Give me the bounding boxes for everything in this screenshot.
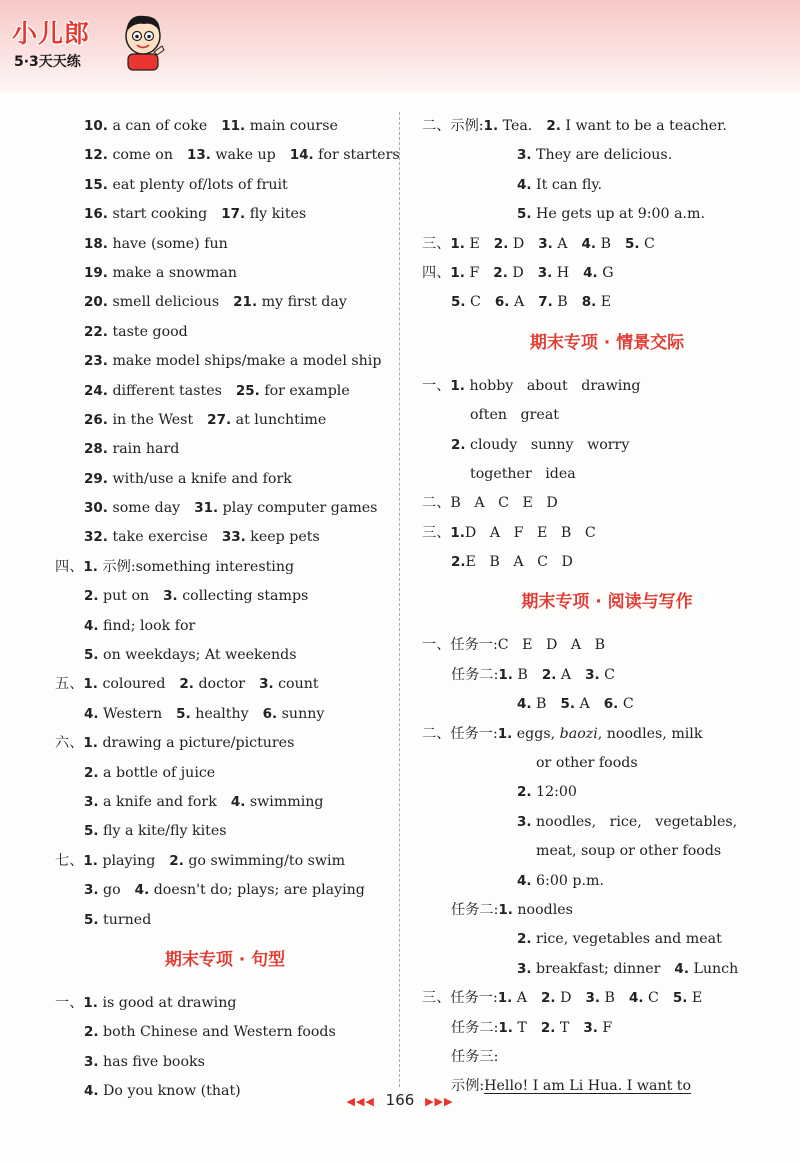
answer-line: together idea <box>470 465 576 482</box>
answer-line: 示例:Hello! I am Li Hua. I want to <box>451 1078 692 1095</box>
answer-line: 5. turned <box>84 911 152 928</box>
answer-line: or other foods <box>536 755 638 772</box>
answer-line: 二、示例:1. Tea. 2. I want to be a teacher. <box>422 118 727 134</box>
mascot-boy-icon <box>118 12 168 72</box>
logo-title: 小儿郎 <box>12 19 91 48</box>
answer-line: 四、1. F 2. D 3. H 4. G <box>422 264 614 281</box>
answer-line: 3. has five books <box>84 1053 205 1070</box>
writing-sample: Hello! I am Li Hua. I want to <box>484 1078 692 1095</box>
answer-line: 4. 6:00 p.m. <box>517 872 604 889</box>
answer-line: 5. fly a kite/fly kites <box>84 823 227 840</box>
answer-line: 3. noodles, rice, vegetables, <box>517 813 738 830</box>
answer-line: 2. put on 3. collecting stamps <box>84 588 309 605</box>
page-number: 166 <box>385 1091 415 1109</box>
answer-line: 22. taste good <box>84 323 188 340</box>
page-footer <box>0 1091 800 1109</box>
arrow-right-icon: ▶▶▶ <box>425 1095 454 1108</box>
answer-line: 5. on weekdays; At weekends <box>84 647 297 664</box>
answer-line: 20. smell delicious 21. my first day <box>84 294 347 311</box>
answer-line: 5. He gets up at 9:00 a.m. <box>517 206 705 223</box>
answer-line: 4. Do you know (that) <box>84 1083 241 1100</box>
section-title-situation: 期末专项 · 情景交际 <box>529 332 685 353</box>
column-divider <box>399 112 400 1087</box>
answer-line: 2. both Chinese and Western foods <box>84 1024 336 1041</box>
right-column <box>422 112 792 1102</box>
answer-line: meat, soup or other foods <box>536 843 722 860</box>
logo <box>12 14 90 71</box>
answer-line: 12. come on 13. wake up 14. for starters <box>84 147 400 164</box>
answer-line: 任务二:1. noodles <box>451 901 573 918</box>
answer-line: 15. eat plenty of/lots of fruit <box>84 176 288 193</box>
arrow-left-icon: ◀◀◀ <box>346 1095 375 1108</box>
answer-line: 2. cloudy sunny worry <box>451 436 630 453</box>
answer-line: 任务二:1. T 2. T 3. F <box>451 1019 613 1036</box>
answer-line: 3. They are delicious. <box>517 147 673 164</box>
answer-line: 30. some day 31. play computer games <box>84 500 378 517</box>
answer-line: 三、任务一:1. A 2. D 3. B 4. C 5. E <box>422 990 703 1007</box>
answer-line: 4. find; look for <box>84 617 196 634</box>
answer-line: 29. with/use a knife and fork <box>84 470 292 487</box>
answer-line: 32. take exercise 33. keep pets <box>84 529 320 546</box>
answer-line: 4. Western 5. healthy 6. sunny <box>84 705 325 722</box>
answer-line: 任务三: <box>451 1048 499 1065</box>
answer-line: 10. a can of coke 11. main course <box>84 118 338 134</box>
answer-line: 3. go 4. doesn't do; plays; are playing <box>84 882 365 899</box>
answer-line: 16. start cooking 17. fly kites <box>84 206 307 223</box>
answer-line: 四、1. 示例:something interesting <box>55 558 295 575</box>
answer-line: 5. C 6. A 7. B 8. E <box>451 294 612 311</box>
answer-line: 五、1. coloured 2. doctor 3. count <box>55 676 319 693</box>
answer-line: 4. B 5. A 6. C <box>517 696 634 713</box>
answer-line: 三、1.D A F E B C <box>422 524 596 541</box>
answer-line: 19. make a snowman <box>84 264 237 281</box>
answer-line: 三、1. E 2. D 3. A 4. B 5. C <box>422 235 655 252</box>
answer-line: 一、任务一:C E D A B <box>422 637 606 654</box>
answer-line: 2. a bottle of juice <box>84 764 216 781</box>
answer-line: 3. breakfast; dinner 4. Lunch <box>517 960 739 977</box>
left-column <box>55 112 400 1107</box>
answer-line: often great <box>470 407 559 424</box>
section-title-sentence: 期末专项 · 句型 <box>164 949 286 970</box>
answer-line: 2. 12:00 <box>517 784 577 801</box>
answer-line: 18. have (some) fun <box>84 235 228 252</box>
answer-line: 28. rain hard <box>84 441 180 458</box>
answer-line: 二、任务一:1. eggs, baozi, noodles, milk <box>422 725 703 742</box>
answer-line: 23. make model ships/make a model ship <box>84 353 382 370</box>
answer-line: 二、B A C E D <box>422 495 558 512</box>
answer-line: 一、1. is good at drawing <box>55 994 237 1011</box>
answer-line: 七、1. playing 2. go swimming/to swim <box>55 852 346 869</box>
answer-line: 3. a knife and fork 4. swimming <box>84 793 324 810</box>
logo-subtitle: 5·3天天练 <box>14 54 81 70</box>
answer-line: 4. It can fly. <box>517 176 603 193</box>
answer-line: 26. in the West 27. at lunchtime <box>84 411 327 428</box>
answer-line: 一、1. hobby about drawing <box>422 377 641 394</box>
answer-line: 2.E B A C D <box>451 554 573 571</box>
answer-line: 2. rice, vegetables and meat <box>517 931 722 948</box>
answer-line: 任务二:1. B 2. A 3. C <box>451 666 616 683</box>
section-title-reading: 期末专项 · 阅读与写作 <box>521 592 693 613</box>
answer-line: 24. different tastes 25. for example <box>84 382 350 399</box>
answer-line: 六、1. drawing a picture/pictures <box>55 735 295 752</box>
